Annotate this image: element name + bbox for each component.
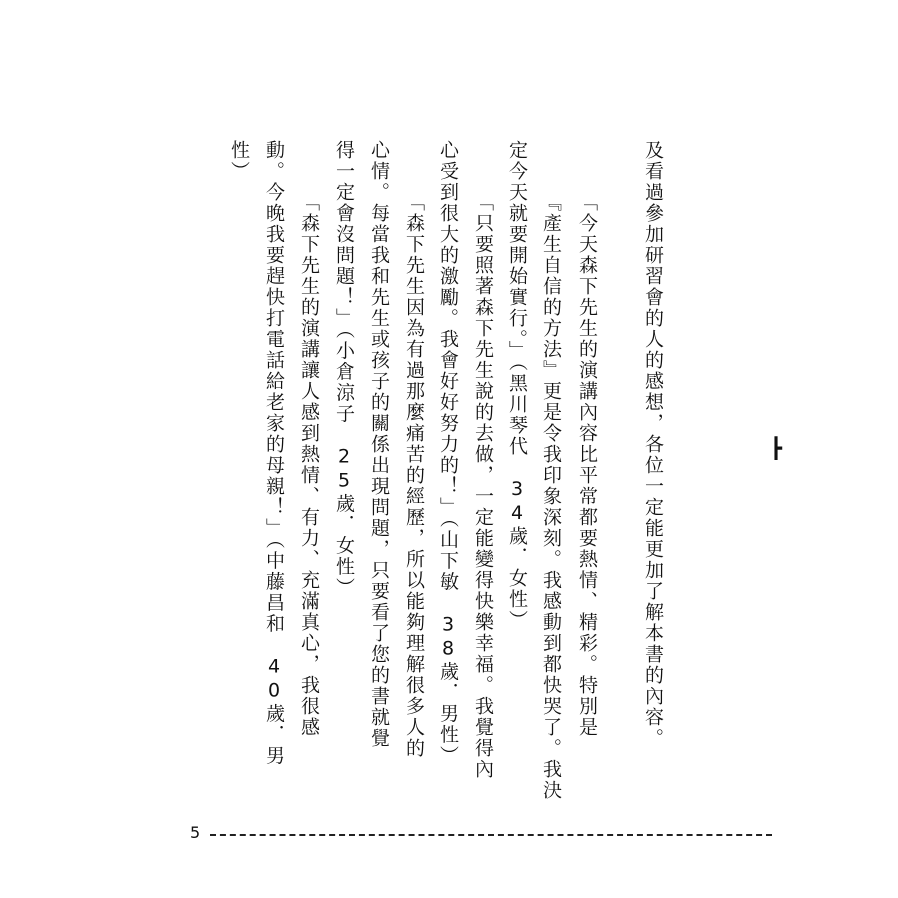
page-number: 5	[190, 823, 201, 842]
text-column: 及看過參加研習會的人的感想，各位一定能更加了解本書的內容。	[642, 140, 664, 749]
text-column: 心情。每當我和先生或孩子的關係出現問題，只要看了您的書就覺	[368, 140, 390, 749]
margin-mark: ┣	[770, 436, 783, 460]
text-column: 「只要照著森下先生說的去做，一定能變得快樂幸福。我覺得內	[472, 192, 494, 780]
text-column: 「今天森下先生的演講內容比平常都要熱情、精彩。特別是	[576, 192, 598, 738]
footer-rule	[210, 834, 772, 836]
text-column: 「森下先生因為有過那麼痛苦的經歷，所以能夠理解很多人的	[403, 192, 425, 759]
text-column: 定今天就要開始實行。」（黑川琴代 34歲．女性）	[506, 140, 528, 631]
text-column: 『產生自信的方法』更是令我印象深刻。我感動到都快哭了。我決	[540, 192, 562, 801]
text-column: 動。今晚我要趕快打電話給老家的母親！」（中藤昌和 40歲．男	[263, 140, 285, 767]
text-column: 心受到很大的激勵。我會好好努力的！」（山下敏 38歲．男性）	[437, 140, 459, 767]
text-column: 得一定會沒問題！」（小倉涼子 25歲．女性）	[333, 140, 355, 599]
text-column: 「森下先生的演講讓人感到熱情、有力、充滿真心，我很感	[298, 192, 320, 738]
text-column: 性）	[228, 140, 250, 182]
